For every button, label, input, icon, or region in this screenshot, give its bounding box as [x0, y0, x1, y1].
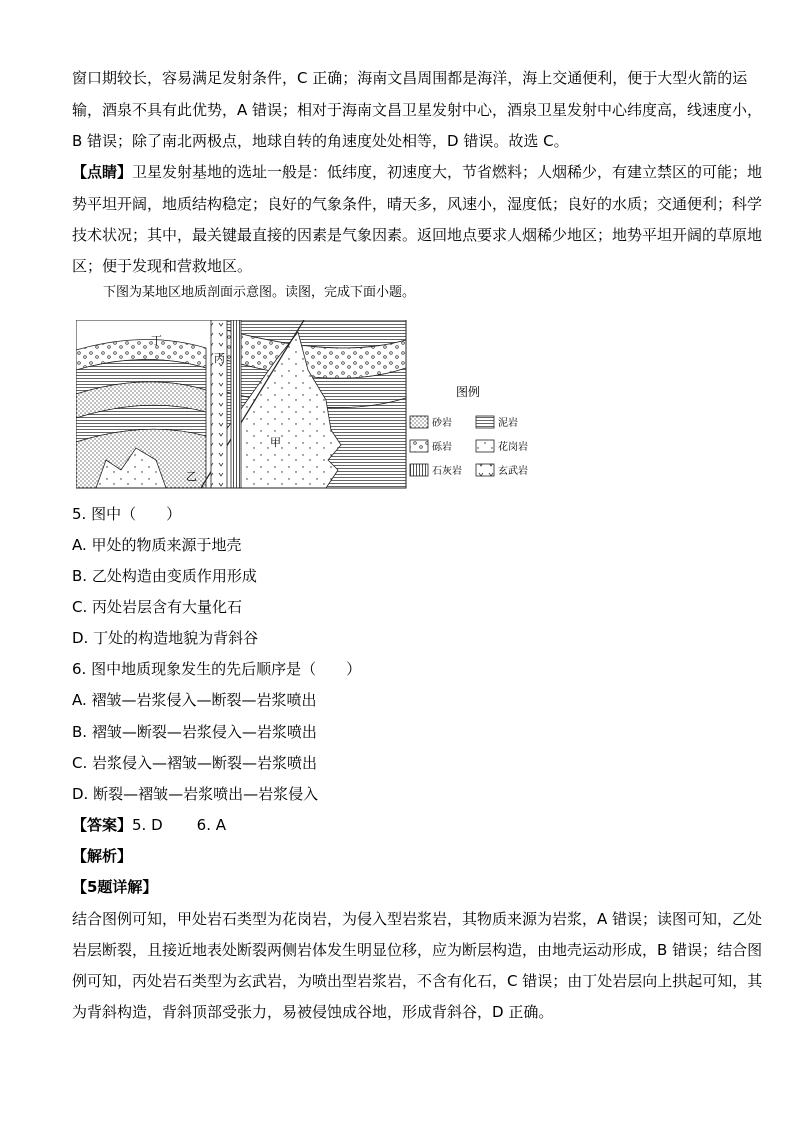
analysis-label: 【解析】 [72, 847, 133, 865]
legend-item-conglomerate [410, 440, 452, 453]
prev-explanation-line-1: 窗口期较长，容易满足发射条件，C 正确；海南文昌周围都是海洋，海上交通便利，便于大型火箭的运 [72, 69, 748, 87]
svg-text:石灰岩: 石灰岩 [432, 466, 462, 477]
svg-text:砾岩: 砾岩 [432, 442, 452, 453]
svg-text:泥岩: 泥岩 [498, 418, 518, 429]
answer-line [72, 815, 226, 835]
geologic-section-figure [76, 320, 546, 492]
answer-6: 6. A [196, 816, 226, 834]
tip-line-3: 技术状况；其中，最关键最直接的因素是气象因素。返回地点要求人烟稀少地区；地势平坦开阔的草原地 [72, 226, 763, 244]
answer-label: 【答案】 [72, 816, 133, 834]
tip-line-4: 区；便于发现和营救地区。 [72, 257, 253, 275]
label-yi: 乙 [186, 470, 197, 483]
q6-stem: 6. 图中地质现象发生的先后顺序是（ ） [72, 660, 362, 678]
detail-line-2: 岩层断裂，且接近地表处断裂两侧岩体发生明显位移，应为断层构造，由地壳运动形成，B 错误；结合图 [72, 941, 763, 959]
svg-text:玄武岩: 玄武岩 [498, 466, 528, 477]
svg-text:砂岩: 砂岩 [432, 418, 452, 429]
legend-item-granite [476, 440, 528, 453]
q5-option-d: D. 丁处的构造地貌为背斜谷 [72, 629, 259, 647]
q6-option-a: A. 褶皱—岩浆侵入—断裂—岩浆喷出 [72, 691, 317, 709]
q6-option-c: C. 岩浆侵入—褶皱—断裂—岩浆喷出 [72, 754, 318, 772]
legend-title: 图例 [456, 385, 481, 399]
legend-item-basalt [476, 464, 528, 477]
q6-option-b: B. 褶皱—断裂—岩浆侵入—岩浆喷出 [72, 723, 317, 741]
legend-item-limestone [410, 464, 462, 477]
svg-text:花岗岩: 花岗岩 [498, 442, 528, 453]
prev-explanation-line-2: 输，酒泉不具有此优势，A 错误；相对于海南文昌卫星发射中心，酒泉卫星发射中心纬度高，线速度小， [72, 101, 763, 119]
q5-stem: 5. 图中（ ） [72, 505, 182, 523]
section-body [76, 320, 406, 488]
detail-line-3: 例可知，丙处岩石类型为玄武岩，为喷出型岩浆岩，不含有化石，C 错误；由丁处岩层向上拱起可知，其 [72, 972, 763, 990]
q5-option-a: A. 甲处的物质来源于地壳 [72, 536, 242, 554]
tip-line-1 [72, 162, 763, 182]
tip-line-2: 势平坦开阔，地质结构稳定；良好的气象条件，晴天多，风速小，湿度低；良好的水质；交通便利；科学 [72, 195, 763, 213]
q5-option-c: C. 丙处岩层含有大量化石 [72, 598, 243, 616]
q6-option-d: D. 断裂—褶皱—岩浆喷出—岩浆侵入 [72, 785, 319, 803]
tip-label: 【点睛】 [72, 163, 133, 181]
label-jia: 甲 [270, 436, 281, 449]
detail-line-1: 结合图例可知，甲处岩石类型为花岗岩，为侵入型岩浆岩，其物质来源为岩浆，A 错误；读图可知，乙处 [72, 910, 763, 928]
detail-label: 【5题详解】 [72, 878, 158, 896]
prev-explanation-line-3: B 错误；除了南北两极点，地球自转的角速度处处相等，D 错误。故选 C。 [72, 132, 569, 150]
q5-option-b: B. 乙处构造由变质作用形成 [72, 567, 257, 585]
label-bing: 丙 [214, 352, 225, 365]
legend-item-sandstone [410, 416, 452, 429]
label-ding: 丁 [151, 334, 162, 347]
legend-item-mudstone [476, 416, 518, 429]
tip-text-1: 卫星发射基地的选址一般是：低纬度，初速度大，节省燃料；人烟稀少，有建立禁区的可能；地 [132, 163, 763, 181]
answer-5: 5. D [132, 816, 163, 834]
figure-caption: 下图为某地区地质剖面示意图。读图，完成下面小题。 [103, 285, 416, 300]
detail-line-4: 为背斜构造，背斜顶部受张力，易被侵蚀成谷地，形成背斜谷，D 正确。 [72, 1003, 554, 1021]
